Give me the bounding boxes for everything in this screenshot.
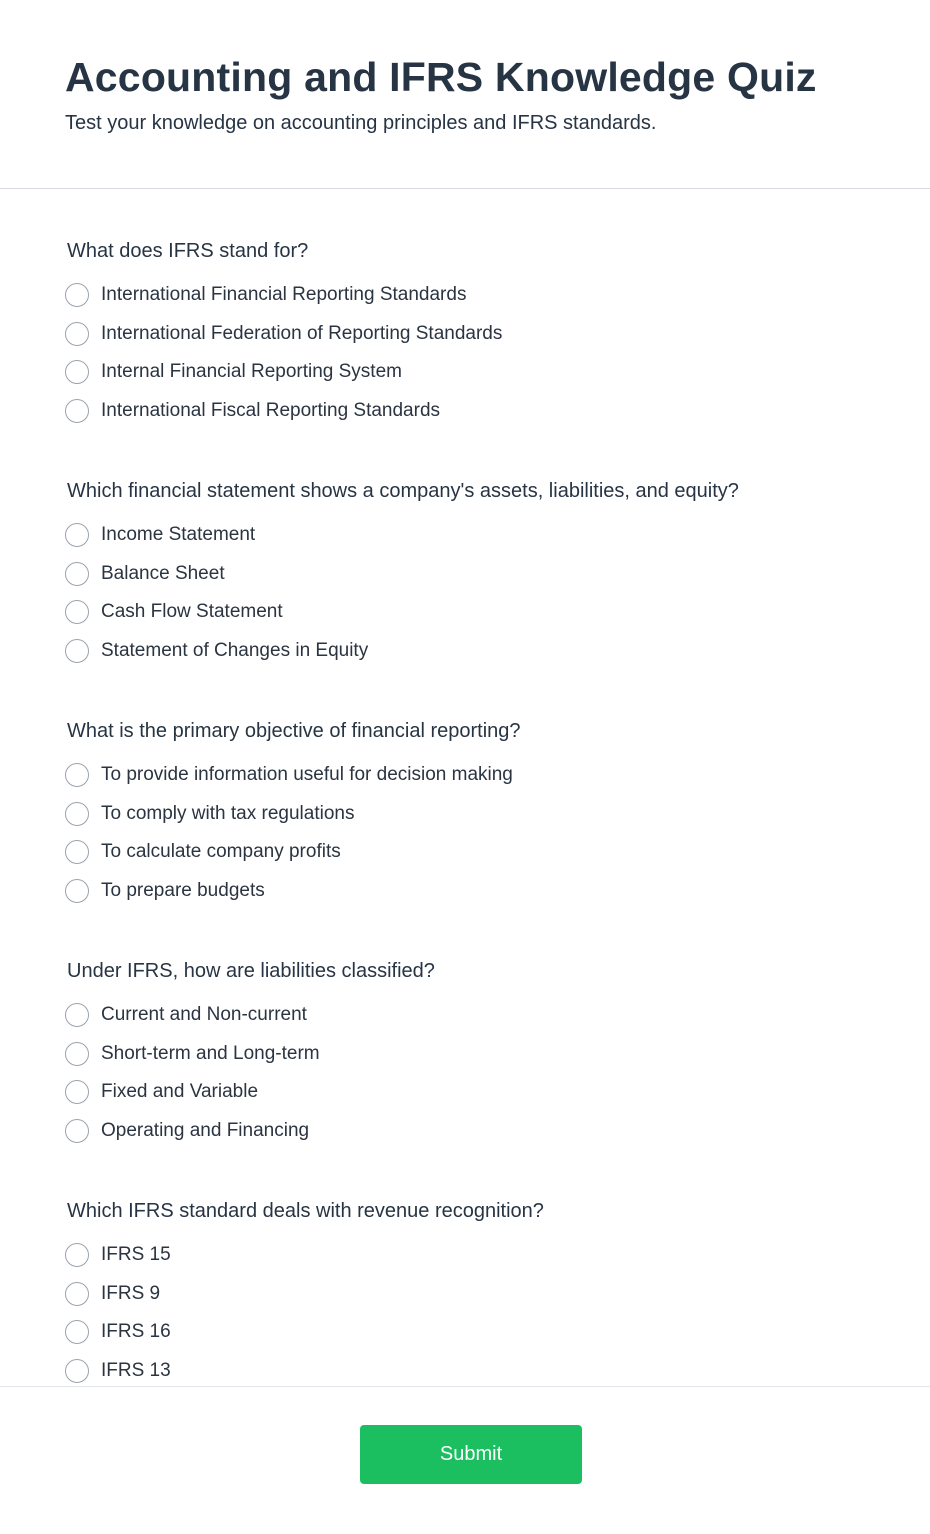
option-label: Internal Financial Reporting System [101,361,402,383]
question-3 [65,670,930,910]
radio-button[interactable] [65,1282,89,1306]
option-label: IFRS 9 [101,1282,161,1304]
radio-button[interactable] [65,399,89,423]
question-text: Which financial statement shows a company's assets, liabilities, and equity? [67,480,739,502]
submit-button[interactable]: Submit [360,1425,582,1484]
radio-button[interactable] [65,840,89,864]
option-group [65,1236,930,1390]
option-label: Current and Non-current [101,1004,307,1026]
option-label: International Fiscal Reporting Standards [101,399,441,421]
option-label: Fixed and Variable [101,1081,259,1103]
question-text: What does IFRS stand for? [67,240,309,262]
option[interactable] [65,1275,930,1314]
option-label: Short-term and Long-term [101,1042,320,1064]
option[interactable] [65,315,930,354]
option-group [65,276,930,430]
question-list [0,189,930,1387]
option-label: Income Statement [101,524,256,546]
option[interactable] [65,872,930,911]
option-label: Statement of Changes in Equity [101,639,369,661]
radio-button[interactable] [65,523,89,547]
page-subtitle: Test your knowledge on accounting principles and IFRS standards. [65,112,657,134]
radio-button[interactable] [65,1359,89,1383]
radio-button[interactable] [65,1003,89,1027]
option[interactable] [65,1112,930,1151]
option[interactable] [65,833,930,872]
option[interactable] [65,516,930,555]
radio-button[interactable] [65,879,89,903]
question-5 [65,1150,930,1390]
option-label: Operating and Financing [101,1119,310,1141]
radio-button[interactable] [65,600,89,624]
radio-button[interactable] [65,1320,89,1344]
option-label: To prepare budgets [101,879,265,901]
option[interactable] [65,353,930,392]
option[interactable] [65,1313,930,1352]
option-label: International Federation of Reporting Standards [101,322,503,344]
question-4 [65,910,930,1150]
option[interactable] [65,1035,930,1074]
option-label: Balance Sheet [101,562,225,584]
option-group [65,516,930,670]
option[interactable] [65,555,930,594]
radio-button[interactable] [65,1080,89,1104]
option-label: Cash Flow Statement [101,601,283,623]
option-group [65,996,930,1150]
option[interactable] [65,1236,930,1275]
question-text: What is the primary objective of financial reporting? [67,720,521,742]
option[interactable] [65,276,930,315]
option-label: To comply with tax regulations [101,802,355,824]
option-label: International Financial Reporting Standards [101,284,467,306]
quiz-header [0,0,930,189]
radio-button[interactable] [65,1119,89,1143]
question-text: Which IFRS standard deals with revenue recognition? [67,1200,544,1222]
radio-button[interactable] [65,1243,89,1267]
radio-button[interactable] [65,562,89,586]
radio-button[interactable] [65,1042,89,1066]
radio-button[interactable] [65,360,89,384]
radio-button[interactable] [65,802,89,826]
option[interactable] [65,632,930,671]
radio-button[interactable] [65,639,89,663]
option-label: To calculate company profits [101,841,341,863]
radio-button[interactable] [65,283,89,307]
option[interactable] [65,1352,930,1391]
option[interactable] [65,756,930,795]
option[interactable] [65,392,930,431]
option-label: IFRS 16 [101,1321,171,1343]
option-label: To provide information useful for decision making [101,764,513,786]
option-label: IFRS 13 [101,1359,171,1381]
question-2 [65,430,930,670]
option[interactable] [65,996,930,1035]
question-text: Under IFRS, how are liabilities classified? [67,960,435,982]
option[interactable] [65,593,930,632]
radio-button[interactable] [65,763,89,787]
option[interactable] [65,1073,930,1112]
option-label: IFRS 15 [101,1244,171,1266]
page-title: Accounting and IFRS Knowledge Quiz [65,54,817,100]
option-group [65,756,930,910]
radio-button[interactable] [65,322,89,346]
quiz-footer [0,1387,930,1533]
question-1 [65,189,930,430]
option[interactable] [65,795,930,834]
